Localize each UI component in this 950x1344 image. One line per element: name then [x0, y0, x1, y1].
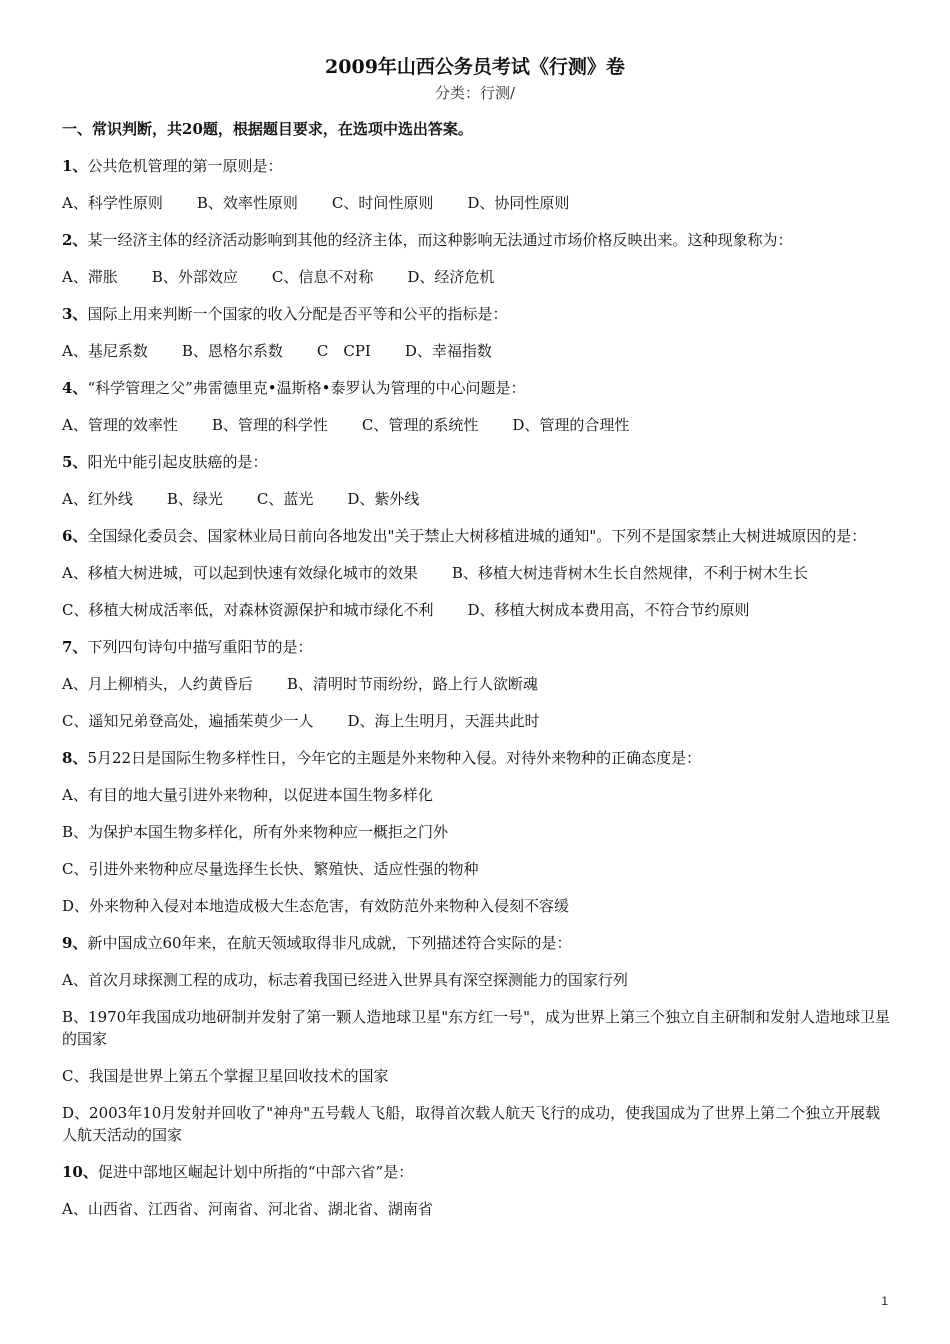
answer-option: B、绿光 — [166, 490, 223, 508]
question-text: 阳光中能引起皮肤癌的是： — [87, 453, 268, 471]
question-text: 某一经济主体的经济活动影响到其他的经济主体，而这种影响无法通过市场价格反映出来。这种现象称为： — [87, 231, 793, 249]
category-label: 分类：行测/ — [434, 84, 516, 102]
section-heading: 一、常识判断，共20题，根据题目要求，在选项中选出答案。 — [62, 120, 473, 138]
answer-option: A、首次月球探测工程的成功，标志着我国已经进入世界具有深空探测能力的国家行列 — [62, 971, 628, 989]
question-number: 6、 — [62, 527, 88, 545]
option-row — [62, 1065, 892, 1087]
question-stem — [62, 525, 892, 547]
question-number: 1、 — [62, 157, 88, 175]
question-number: 10、 — [62, 1163, 98, 1181]
question-text: 全国绿化委员会、国家林业局日前向各地发出"关于禁止大树移植进城的通知"。下列不是国家禁止大树进城原因的是： — [87, 527, 867, 545]
answer-option: A、红外线 — [62, 490, 133, 508]
answer-option: A、基尼系数 — [62, 342, 148, 360]
question-text: 5月22日是国际生物多样性日，今年它的主题是外来物种入侵。对待外来物种的正确态度是： — [87, 749, 702, 767]
option-row — [62, 858, 892, 880]
answer-option: B、移植大树违背树木生长自然规律，不利于树木生长 — [451, 564, 808, 582]
question-text: “科学管理之父”弗雷德里克•温斯格•泰罗认为管理的中心问题是： — [87, 379, 526, 397]
option-row — [62, 1102, 892, 1146]
answer-option: C、蓝光 — [256, 490, 314, 508]
answer-option: A、滞胀 — [62, 268, 118, 286]
answer-option: C、管理的系统性 — [361, 416, 479, 434]
answer-option: A、山西省、江西省、河南省、河北省、湖北省、湖南省 — [62, 1200, 433, 1218]
question-text: 公共危机管理的第一原则是： — [87, 157, 283, 175]
option-row — [62, 784, 892, 806]
answer-option: B、恩格尔系数 — [181, 342, 283, 360]
option-row — [62, 414, 892, 436]
answer-option: D、海上生明月，天涯共此时 — [347, 712, 540, 730]
answer-option: A、科学性原则 — [62, 194, 163, 212]
question-stem — [62, 377, 892, 399]
option-row — [62, 266, 892, 288]
question-number: 7、 — [62, 638, 88, 656]
option-row — [62, 821, 892, 843]
option-row — [62, 599, 892, 621]
question-number: 8、 — [62, 749, 88, 767]
answer-option: C、引进外来物种应尽量选择生长快、繁殖快、适应性强的物种 — [62, 860, 479, 878]
question-stem — [62, 932, 892, 954]
answer-option: B、为保护本国生物多样化，所有外来物种应一概拒之门外 — [62, 823, 449, 841]
option-row — [62, 340, 892, 362]
option-row — [62, 1006, 892, 1050]
answer-option: A、管理的效率性 — [62, 416, 178, 434]
answer-option: B、外部效应 — [151, 268, 238, 286]
option-row — [62, 1198, 892, 1220]
question-stem — [62, 1161, 892, 1183]
option-row — [62, 895, 892, 917]
document-body — [62, 118, 892, 1235]
question-list — [62, 155, 892, 1220]
question-number: 5、 — [62, 453, 88, 471]
question-stem — [62, 636, 892, 658]
answer-option: D、2003年10月发射并回收了"神舟"五号载人飞船，取得首次载人航天飞行的成功，使我国成为了世界上第二个独立开展载人航天活动的国家 — [62, 1104, 881, 1144]
answer-option: D、协同性原则 — [467, 194, 570, 212]
question-number: 3、 — [62, 305, 88, 323]
answer-option: B、清明时节雨纷纷，路上行人欲断魂 — [286, 675, 538, 693]
option-row — [62, 969, 892, 991]
answer-option: C、遥知兄弟登高处，遍插茱萸少一人 — [62, 712, 314, 730]
question-text: 促进中部地区崛起计划中所指的“中部六省”是： — [97, 1163, 414, 1181]
option-row — [62, 562, 892, 584]
answer-option: C、时间性原则 — [331, 194, 434, 212]
option-row — [62, 710, 892, 732]
page-number: 1 — [881, 1294, 888, 1308]
answer-option: A、有目的地大量引进外来物种，以促进本国生物多样化 — [62, 786, 433, 804]
answer-option: D、幸福指数 — [404, 342, 492, 360]
answer-option: C、信息不对称 — [271, 268, 374, 286]
question-stem — [62, 303, 892, 325]
question-stem — [62, 451, 892, 473]
answer-option: B、效率性原则 — [196, 194, 298, 212]
answer-option: D、外来物种入侵对本地造成极大生态危害，有效防范外来物种入侵刻不容缓 — [62, 897, 570, 915]
answer-option: D、经济危机 — [407, 268, 495, 286]
answer-option: B、管理的科学性 — [211, 416, 328, 434]
question-number: 4、 — [62, 379, 88, 397]
question-stem — [62, 747, 892, 769]
answer-option: A、月上柳梢头，人约黄昏后 — [62, 675, 253, 693]
question-number: 9、 — [62, 934, 88, 952]
option-row — [62, 488, 892, 510]
question-text: 国际上用来判断一个国家的收入分配是否平等和公平的指标是： — [87, 305, 508, 323]
answer-option: C、移植大树成活率低，对森林资源保护和城市绿化不利 — [62, 601, 434, 619]
answer-option: C、我国是世界上第五个掌握卫星回收技术的国家 — [62, 1067, 389, 1085]
option-row — [62, 192, 892, 214]
question-text: 新中国成立60年来，在航天领域取得非凡成就，下列描述符合实际的是： — [87, 934, 572, 952]
answer-option: B、1970年我国成功地研制并发射了第一颗人造地球卫星"东方红一号"，成为世界上第三个独立自主研制和发射人造地球卫星的国家 — [62, 1008, 891, 1048]
question-stem — [62, 229, 892, 251]
page-title: 2009年山西公务员考试《行测》卷 — [325, 56, 625, 78]
answer-option: D、管理的合理性 — [512, 416, 630, 434]
question-number: 2、 — [62, 231, 88, 249]
option-row — [62, 673, 892, 695]
answer-option: D、移植大树成本费用高，不符合节约原则 — [467, 601, 750, 619]
question-stem — [62, 155, 892, 177]
answer-option: C CPI — [316, 342, 371, 360]
answer-option: A、移植大树进城，可以起到快速有效绿化城市的效果 — [62, 564, 418, 582]
question-text: 下列四句诗句中描写重阳节的是： — [87, 638, 313, 656]
answer-option: D、紫外线 — [347, 490, 420, 508]
